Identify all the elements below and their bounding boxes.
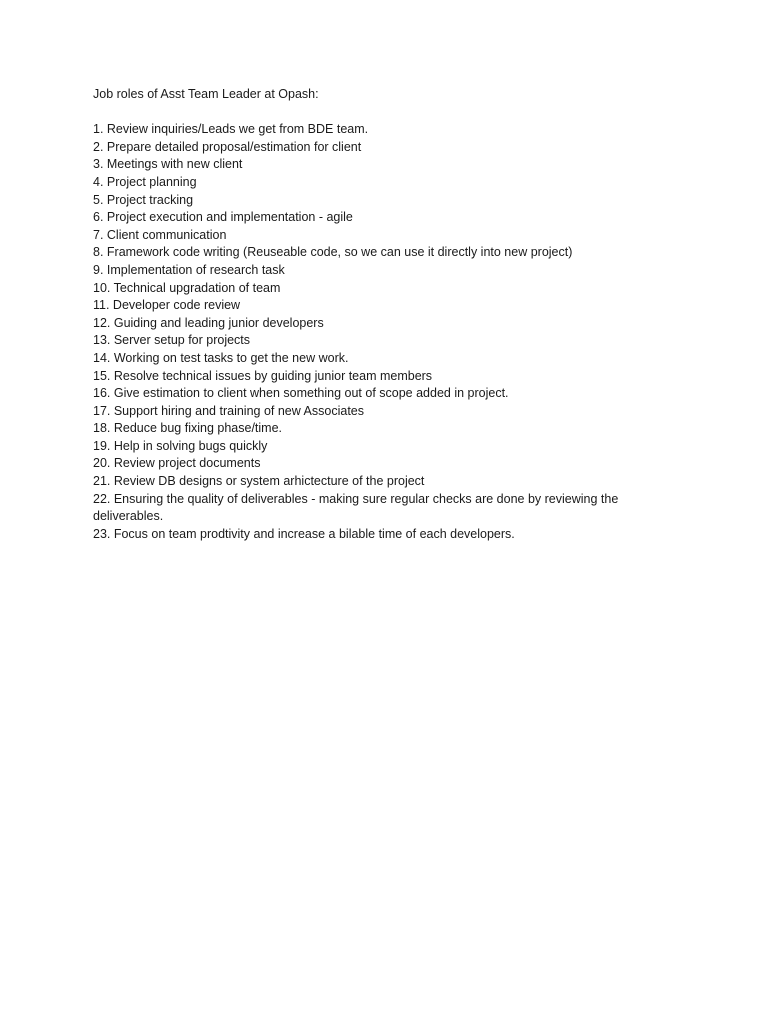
list-item: 2. Prepare detailed proposal/estimation for client: [93, 139, 362, 154]
list-item: 18. Reduce bug fixing phase/time.: [93, 421, 283, 436]
list-item: 4. Project planning: [93, 174, 197, 189]
list-item: 7. Client communication: [93, 227, 227, 242]
list-item: 20. Review project documents: [93, 456, 261, 471]
list-item: 6. Project execution and implementation - agile: [93, 210, 353, 225]
list-item: 16. Give estimation to client when something out of scope added in project.: [93, 386, 509, 401]
document-body: [93, 86, 653, 543]
list-item: 15. Resolve technical issues by guiding junior team members: [93, 368, 433, 383]
list-item: 1. Review inquiries/Leads we get from BDE team.: [93, 122, 369, 137]
list-item: 21. Review DB designs or system arhictecture of the project: [93, 474, 425, 489]
list-item: 22. Ensuring the quality of deliverables - making sure regular checks are done by reviewing the deliverables.: [93, 491, 619, 524]
list-item: 14. Working on test tasks to get the new work.: [93, 350, 349, 365]
list-item: 17. Support hiring and training of new Associates: [93, 403, 365, 418]
list-item: 5. Project tracking: [93, 192, 194, 207]
list-item: 19. Help in solving bugs quickly: [93, 438, 268, 453]
list-item: 8. Framework code writing (Reuseable code, so we can use it directly into new project): [93, 245, 573, 260]
document-heading: Job roles of Asst Team Leader at Opash:: [93, 87, 319, 101]
list-item: 9. Implementation of research task: [93, 262, 285, 277]
list-item: 23. Focus on team prodtivity and increase a bilable time of each developers.: [93, 526, 515, 541]
list-item: 10. Technical upgradation of team: [93, 280, 281, 295]
list-item: 12. Guiding and leading junior developers: [93, 315, 324, 330]
job-roles-list: [93, 121, 653, 543]
list-item: 13. Server setup for projects: [93, 333, 251, 348]
list-item: 11. Developer code review: [93, 298, 241, 313]
list-item: 3. Meetings with new client: [93, 157, 243, 172]
